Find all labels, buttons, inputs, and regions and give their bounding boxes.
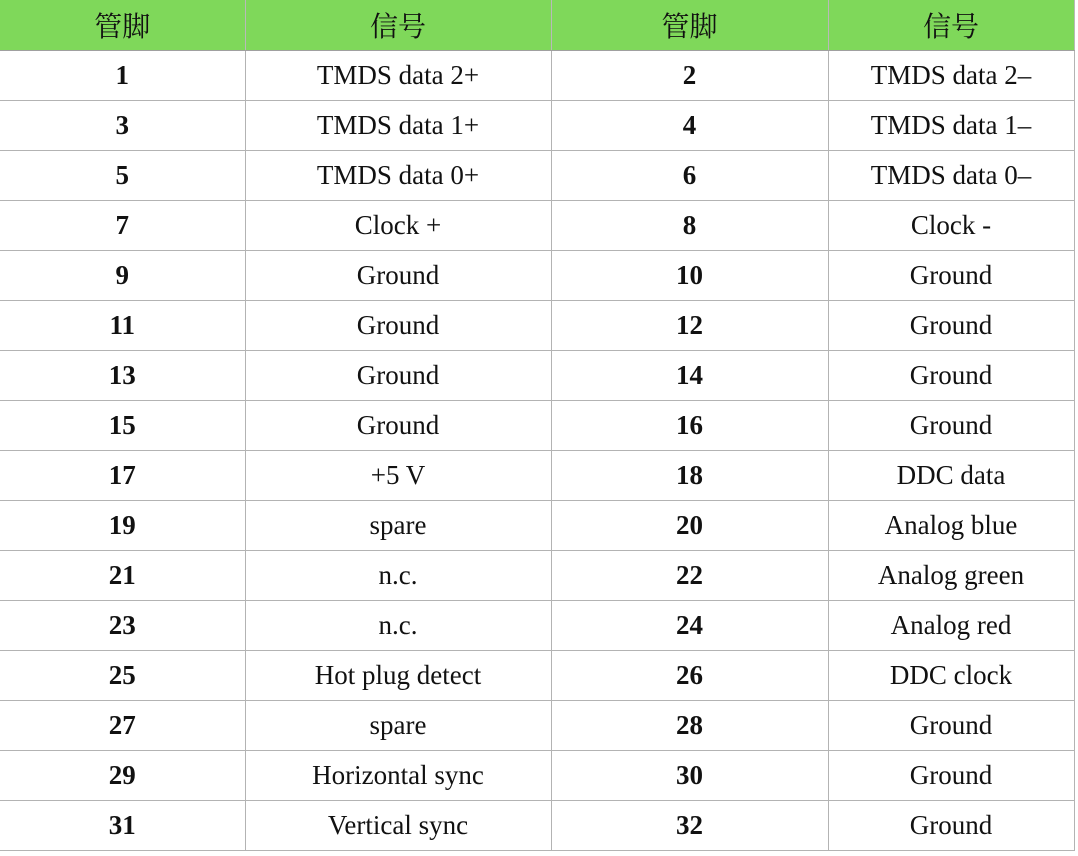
pin-number-cell: 16 (551, 401, 828, 451)
signal-name-cell: Ground (245, 401, 551, 451)
table-body (0, 51, 1074, 851)
table-row (0, 701, 1074, 751)
signal-name-cell: Ground (828, 701, 1074, 751)
signal-name-cell: TMDS data 0+ (245, 151, 551, 201)
pin-number-cell: 8 (551, 201, 828, 251)
signal-name-cell: Analog blue (828, 501, 1074, 551)
table-row (0, 501, 1074, 551)
signal-name-cell: Ground (245, 351, 551, 401)
signal-name-cell: spare (245, 701, 551, 751)
pin-number-cell: 2 (551, 51, 828, 101)
pin-number-cell: 26 (551, 651, 828, 701)
signal-name-cell: TMDS data 1+ (245, 101, 551, 151)
pin-number-cell: 10 (551, 251, 828, 301)
signal-name-cell: Ground (828, 351, 1074, 401)
pin-number-cell: 6 (551, 151, 828, 201)
table-row (0, 51, 1074, 101)
header-row (0, 0, 1074, 51)
pin-number-cell: 18 (551, 451, 828, 501)
pin-number-cell: 28 (551, 701, 828, 751)
pin-number-cell: 22 (551, 551, 828, 601)
signal-name-cell: Hot plug detect (245, 651, 551, 701)
pin-number-cell: 1 (0, 51, 245, 101)
table-row (0, 251, 1074, 301)
pin-number-cell: 15 (0, 401, 245, 451)
table-row (0, 651, 1074, 701)
pin-number-cell: 27 (0, 701, 245, 751)
signal-name-cell: TMDS data 0– (828, 151, 1074, 201)
header-signal-left: 信号 (245, 0, 551, 51)
pin-number-cell: 31 (0, 801, 245, 851)
pin-number-cell: 32 (551, 801, 828, 851)
header-signal-right: 信号 (828, 0, 1074, 51)
signal-name-cell: DDC data (828, 451, 1074, 501)
signal-name-cell: Analog red (828, 601, 1074, 651)
header-pin-right: 管脚 (551, 0, 828, 51)
table-row (0, 751, 1074, 801)
pin-number-cell: 9 (0, 251, 245, 301)
pin-number-cell: 30 (551, 751, 828, 801)
table-row (0, 551, 1074, 601)
signal-name-cell: Ground (245, 301, 551, 351)
pin-number-cell: 11 (0, 301, 245, 351)
pin-number-cell: 14 (551, 351, 828, 401)
signal-name-cell: TMDS data 2+ (245, 51, 551, 101)
table-row (0, 201, 1074, 251)
table-row (0, 451, 1074, 501)
pin-number-cell: 20 (551, 501, 828, 551)
table-row (0, 151, 1074, 201)
signal-name-cell: n.c. (245, 551, 551, 601)
signal-name-cell: +5 V (245, 451, 551, 501)
signal-name-cell: spare (245, 501, 551, 551)
table-row (0, 301, 1074, 351)
signal-name-cell: Clock - (828, 201, 1074, 251)
pin-number-cell: 29 (0, 751, 245, 801)
pin-number-cell: 3 (0, 101, 245, 151)
signal-name-cell: Clock + (245, 201, 551, 251)
pin-number-cell: 17 (0, 451, 245, 501)
pin-number-cell: 12 (551, 301, 828, 351)
signal-name-cell: Analog green (828, 551, 1074, 601)
signal-name-cell: Ground (828, 301, 1074, 351)
pin-number-cell: 21 (0, 551, 245, 601)
pin-number-cell: 13 (0, 351, 245, 401)
header-pin-left: 管脚 (0, 0, 245, 51)
pin-number-cell: 4 (551, 101, 828, 151)
pin-number-cell: 5 (0, 151, 245, 201)
signal-name-cell: TMDS data 2– (828, 51, 1074, 101)
signal-name-cell: Ground (828, 751, 1074, 801)
signal-name-cell: Ground (828, 251, 1074, 301)
table-row (0, 601, 1074, 651)
pin-number-cell: 7 (0, 201, 245, 251)
signal-name-cell: Ground (828, 401, 1074, 451)
pin-number-cell: 23 (0, 601, 245, 651)
table-row (0, 101, 1074, 151)
table-row (0, 801, 1074, 851)
signal-name-cell: n.c. (245, 601, 551, 651)
table-row (0, 401, 1074, 451)
pin-number-cell: 25 (0, 651, 245, 701)
signal-name-cell: DDC clock (828, 651, 1074, 701)
pin-number-cell: 19 (0, 501, 245, 551)
signal-name-cell: Vertical sync (245, 801, 551, 851)
signal-name-cell: Ground (828, 801, 1074, 851)
signal-name-cell: TMDS data 1– (828, 101, 1074, 151)
signal-name-cell: Ground (245, 251, 551, 301)
signal-name-cell: Horizontal sync (245, 751, 551, 801)
pin-number-cell: 24 (551, 601, 828, 651)
table-row (0, 351, 1074, 401)
